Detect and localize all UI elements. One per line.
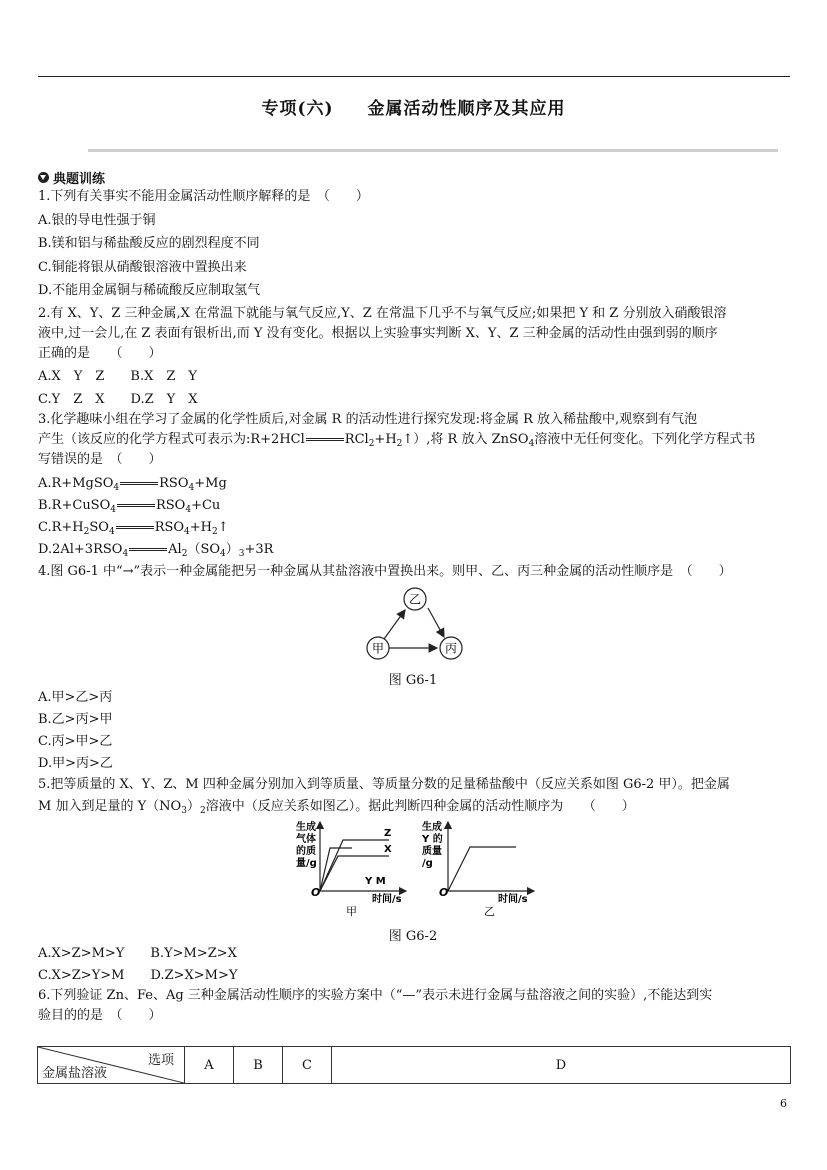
graph-yi bbox=[420, 818, 540, 920]
graph-yi-curve bbox=[448, 847, 516, 891]
table-col-a: A bbox=[185, 1047, 234, 1084]
q3-option-c: $C.R+H_2SO_4$ $RSO_4+H_2↑$ bbox=[38, 520, 229, 537]
graph-yi-xlabel: 时间/s bbox=[498, 894, 528, 905]
q3-option-d: $D.2Al+3RSO_4$ $Al_2(SO_4)_3+3R$ bbox=[38, 542, 274, 559]
graph-yi-ylabel-3: 质量 bbox=[422, 846, 442, 857]
graph-yi-ylabel-2: Y 的 bbox=[422, 834, 443, 845]
q1-option-d: D.不能用金属铜与稀硫酸反应制取氢气 bbox=[38, 283, 261, 298]
page-title: 专项(六) 金属活动性顺序及其应用 bbox=[261, 99, 566, 119]
q5-stem-line2: M 加入到足量的 $Y(NO_3)_2$溶液中（反应关系如图乙）。据此判断四种金属的活动性顺序为 （ ） bbox=[38, 799, 635, 816]
graph-jia-origin: O bbox=[311, 886, 321, 899]
table-header-corner bbox=[38, 1047, 185, 1084]
q4-option-d: D.甲>丙>乙 bbox=[38, 756, 113, 771]
q3-stem-line2: 产生（该反应的化学方程式可表示为:R+2HCl $RCl_2+H_2↑$）,将 R 放入 ZnSO$_4$溶液中无任何变化。下列化学方程式书 bbox=[38, 432, 756, 449]
graph-jia-xlabel: 时间/s bbox=[372, 894, 402, 905]
node-bing-label: 丙 bbox=[444, 641, 458, 656]
q1-option-c: C.铜能将银从硝酸银溶液中置换出来 bbox=[38, 260, 247, 275]
q4-option-b: B.乙>丙>甲 bbox=[38, 712, 113, 727]
table-row bbox=[38, 1047, 791, 1084]
graph-jia-name: 甲 bbox=[346, 905, 357, 918]
graph-jia-label-ym: Y M bbox=[365, 876, 386, 887]
table-col-c: C bbox=[283, 1047, 332, 1084]
equation-sign bbox=[306, 438, 344, 441]
q2-stem-line2: 液中,过一会儿,在 Z 表面有银析出,而 Y 没有变化。根据以上实验事实判断 X、Y、Z 三种金属的活动性由强到弱的顺序 bbox=[38, 326, 718, 341]
q6-stem-line1: 6.下列验证 Zn、Fe、Ag 三种金属活动性顺序的实验方案中（“—”表示未进行金属与盐溶液之间的实验）,不能达到实 bbox=[38, 988, 713, 1003]
q4-stem: 4.图 G6-1 中“→”表示一种金属能把另一种金属从其盐溶液中置换出来。则甲、乙、丙三种金属的活动性顺序是 （ ） bbox=[38, 564, 732, 579]
graph-yi-origin: O bbox=[439, 886, 449, 899]
q5-options-ab: A.X>Z>M>Y B.Y>M>Z>X bbox=[38, 946, 237, 961]
chevron-down-icon bbox=[38, 172, 49, 183]
q2-stem-line1: 2.有 X、Y、Z 三种金属,X 在常温下就能与氧气反应,Y、Z 在常温下几乎不与氧气反应;如果把 Y 和 Z 分别放入硝酸银溶 bbox=[38, 306, 727, 321]
q2-options-ab: A.X Y Z B.X Z Y bbox=[38, 369, 197, 384]
q4-option-a: A.甲>乙>丙 bbox=[38, 690, 113, 705]
graph-jia-ylabel-3: 的质 bbox=[296, 846, 316, 857]
graph-jia-label-x: X bbox=[384, 844, 392, 855]
graph-yi-ylabel-1: 生成 bbox=[422, 822, 442, 833]
q3-option-b: B.R+CuSO$_4$ $RSO_4+Cu$ bbox=[38, 498, 221, 515]
graph-jia-ylabel-2: 气体 bbox=[296, 834, 316, 845]
q6-options-table bbox=[37, 1046, 791, 1084]
q1-option-a: A.银的导电性强于铜 bbox=[38, 213, 156, 228]
q1-stem: 1.下列有关事实不能用金属活动性顺序解释的是 （ ） bbox=[38, 189, 369, 204]
q3-stem-line3: 写错误的是 （ ） bbox=[38, 452, 162, 467]
figure-g6-1-diagram bbox=[360, 584, 470, 666]
arrow-jia-to-yi bbox=[384, 610, 405, 639]
q2-stem-line3: 正确的是 （ ） bbox=[38, 346, 162, 361]
table-header-options: 选项 bbox=[147, 1053, 174, 1068]
node-jia-label: 甲 bbox=[371, 641, 385, 656]
section-heading: 典题训练 bbox=[38, 168, 105, 187]
graph-jia bbox=[290, 818, 410, 920]
graph-jia-ylabel-4: 量/g bbox=[296, 858, 317, 869]
top-rule bbox=[38, 76, 790, 77]
table-col-b: B bbox=[234, 1047, 283, 1084]
q2-options-cd: C.Y Z X D.Z Y X bbox=[38, 392, 198, 407]
table-header-salt-solution: 金属盐溶液 bbox=[42, 1066, 108, 1081]
q5-options-cd: C.X>Z>Y>M D.Z>X>M>Y bbox=[38, 968, 238, 983]
q5-stem-line1: 5.把等质量的 X、Y、Z、M 四种金属分别加入到等质量、等质量分数的足量稀盐酸中（反应关系如图 G6-2 甲）。把金属 bbox=[38, 777, 730, 792]
figure-g6-1-caption: 图 G6-1 bbox=[388, 673, 438, 688]
title-underline bbox=[88, 149, 778, 152]
node-yi-label: 乙 bbox=[408, 592, 422, 607]
page-number: 6 bbox=[780, 1097, 787, 1110]
graph-yi-ylabel-4: /g bbox=[422, 858, 433, 869]
q1-option-b: B.镁和铝与稀盐酸反应的剧烈程度不同 bbox=[38, 236, 260, 251]
table-col-d: D bbox=[332, 1047, 791, 1084]
graph-jia-label-z: Z bbox=[384, 828, 392, 839]
graph-yi-name: 乙 bbox=[484, 905, 495, 918]
figure-g6-2-caption: 图 G6-2 bbox=[388, 929, 438, 944]
graph-jia-ylabel-1: 生成 bbox=[296, 822, 316, 833]
q4-option-c: C.丙>甲>乙 bbox=[38, 734, 113, 749]
q3-stem-line1: 3.化学趣味小组在学习了金属的化学性质后,对金属 R 的活动性进行探究发现:将金属 R 放入稀盐酸中,观察到有气泡 bbox=[38, 412, 698, 427]
arrow-yi-to-bing bbox=[428, 608, 444, 637]
q3-option-a: A.R+MgSO$_4$ $RSO_4+Mg$ bbox=[38, 476, 227, 493]
q6-stem-line2: 验目的的是 （ ） bbox=[38, 1008, 162, 1023]
